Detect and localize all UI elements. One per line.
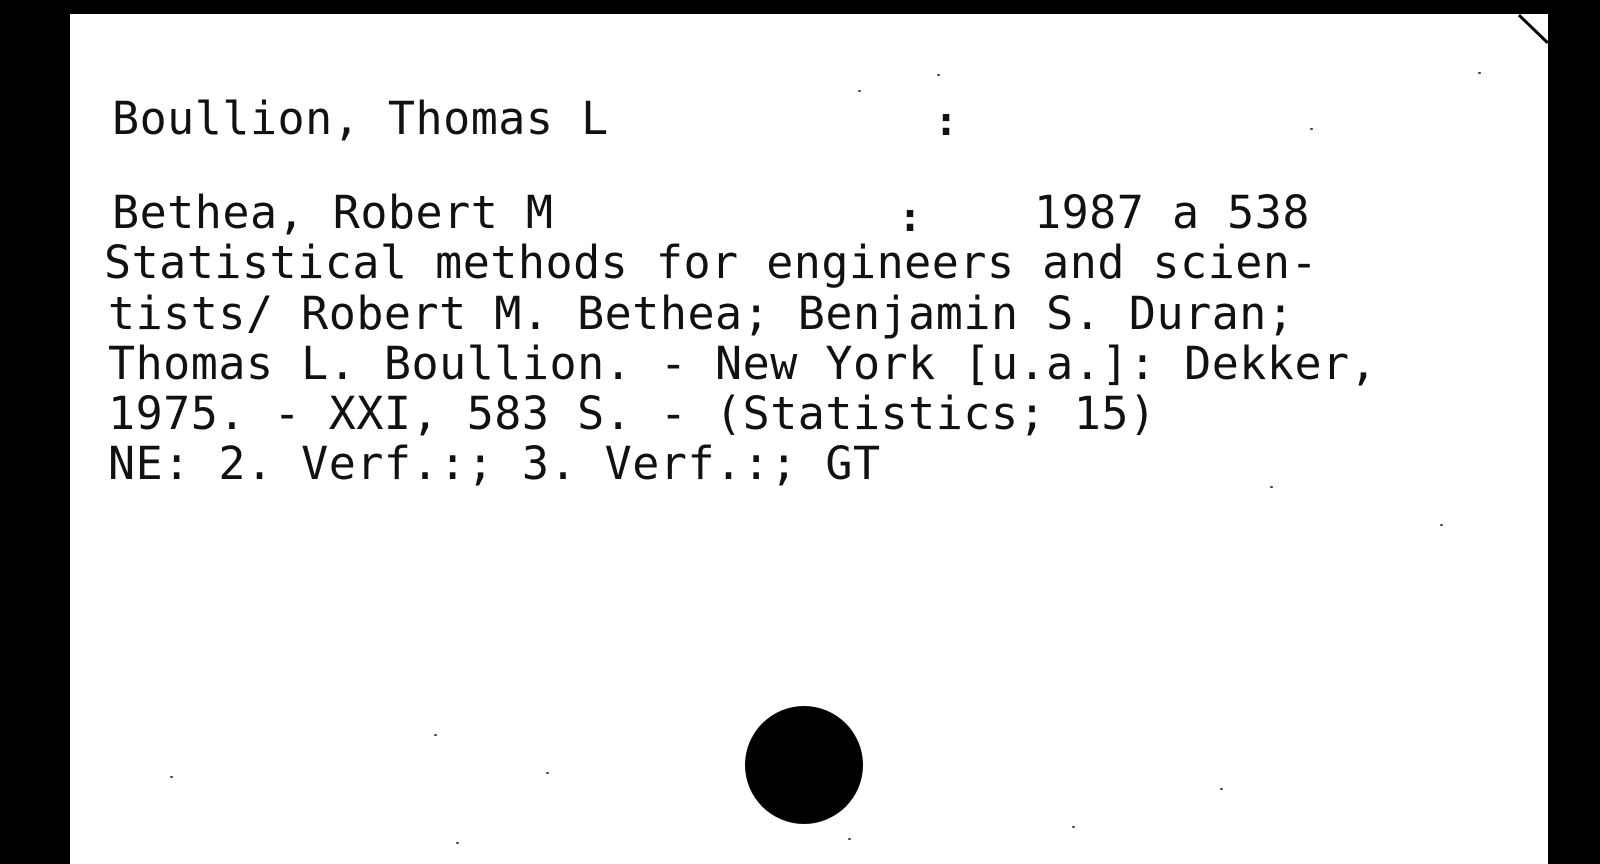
speck [546,772,549,774]
speck [1478,72,1481,74]
shelfmark: 1987 a 538 [1034,186,1310,239]
speck [1310,128,1313,130]
speck [1440,524,1443,526]
speck [1072,826,1075,828]
heading-colon: : [934,99,959,145]
body-line-notes: NE: 2. Verf.:; 3. Verf.:; GT [108,437,881,490]
speck [170,776,173,778]
speck [858,90,861,92]
body-line-collation: 1975. - XXI, 583 S. - (Statistics; 15) [108,387,1157,440]
speck [937,74,940,76]
main-entry-author: Bethea, Robert M [112,186,554,239]
body-line-responsibility: tists/ Robert M. Bethea; Benjamin S. Duran; [108,287,1295,340]
main-entry-colon: : [898,195,923,241]
speck [848,838,851,840]
speck [434,734,437,736]
speck [456,842,459,844]
speck [1270,486,1273,488]
speck [1220,788,1223,790]
added-entry-heading: Boullion, Thomas L [112,92,609,145]
body-line-title: Statistical methods for engineers and scien- [104,236,1319,289]
punch-hole [745,706,863,824]
body-line-imprint: Thomas L. Boullion. - New York [u.a.]: Dekker, [108,337,1378,390]
